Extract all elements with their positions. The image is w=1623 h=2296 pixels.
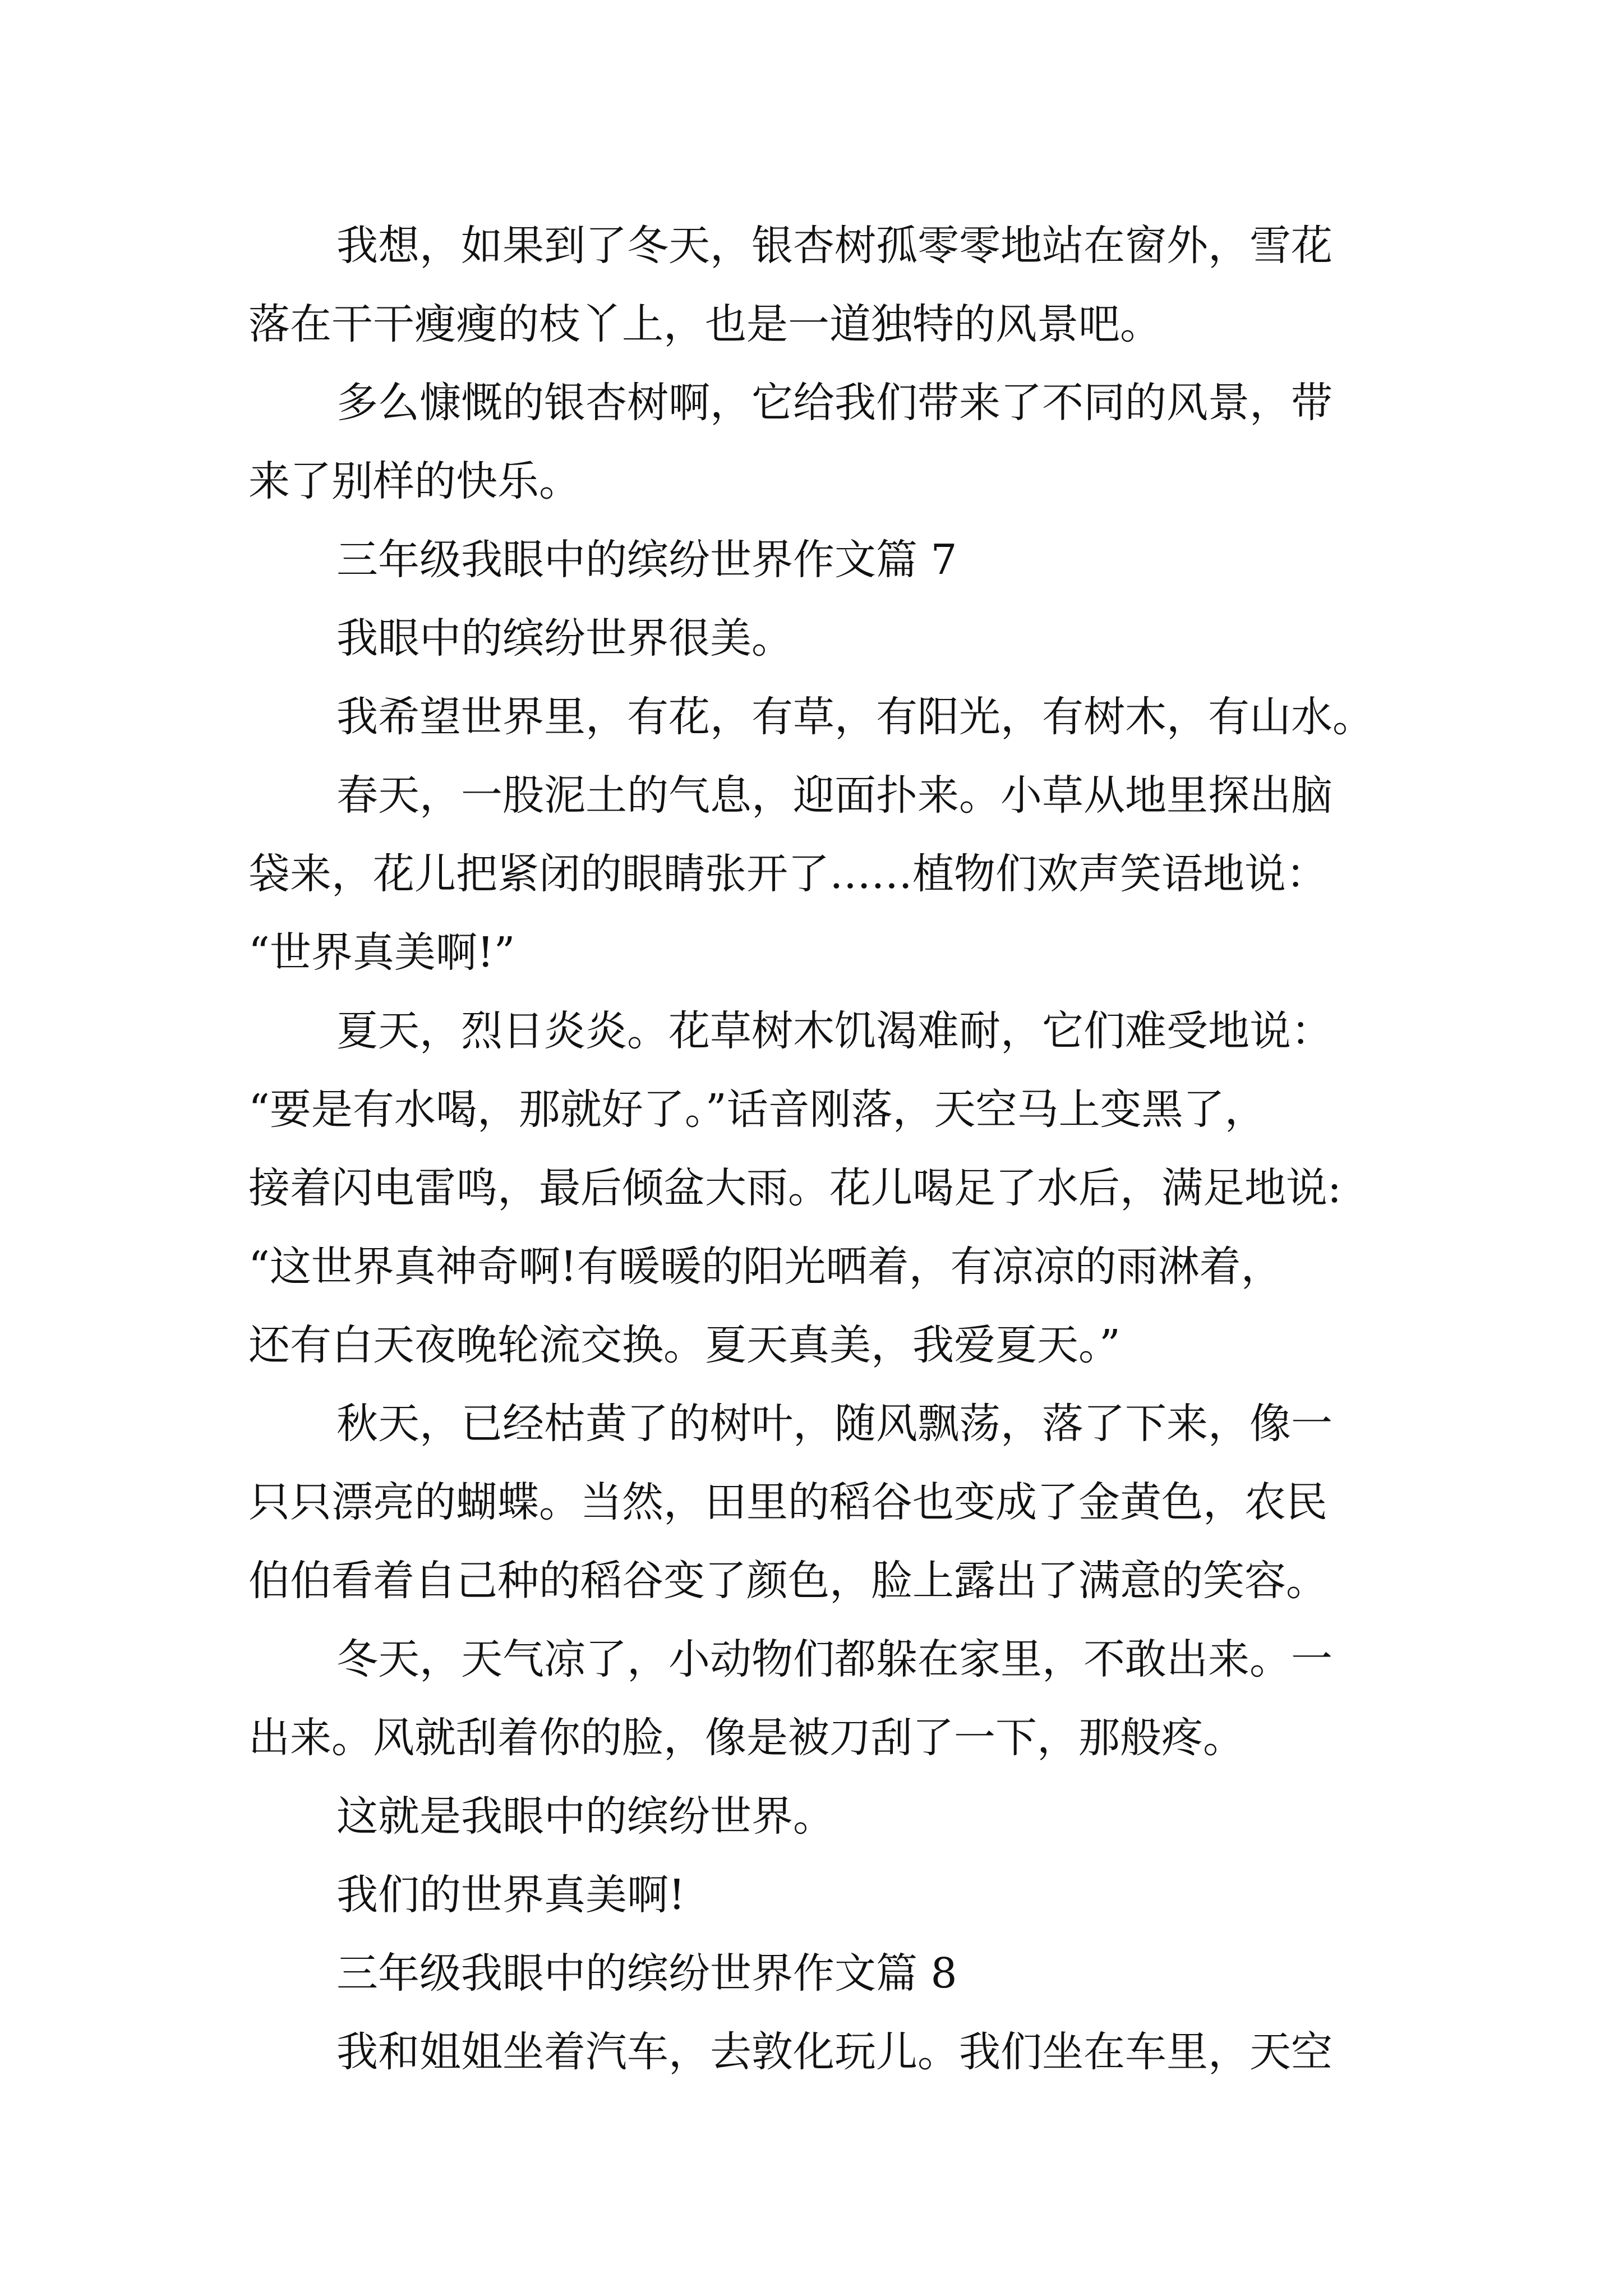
- text-line: 夏天，烈日炎炎。花草树木饥渴难耐，它们难受地说：: [336, 1007, 1332, 1055]
- text-line: 袋来，花儿把紧闭的眼睛张开了……植物们欢声笑语地说：: [248, 850, 1327, 898]
- text-line: 伯伯看着自己种的稻谷变了颜色，脸上露出了满意的笑容。: [248, 1557, 1327, 1605]
- text-line: 春天，一股泥土的气息，迎面扑来。小草从地里探出脑: [336, 771, 1332, 820]
- text-line: 秋天，已经枯黄了的树叶，随风飘荡，落了下来，像一: [336, 1400, 1332, 1448]
- text-line: 落在干干瘦瘦的枝丫上，也是一道独特的风景吧。: [248, 300, 1161, 348]
- section-heading: 三年级我眼中的缤纷世界作文篇 7: [336, 536, 957, 584]
- text-line: “这世界真神奇啊!有暖暖的阳光晒着，有凉凉的雨淋着，: [248, 1243, 1283, 1291]
- section-heading: 三年级我眼中的缤纷世界作文篇 8: [336, 1949, 957, 1998]
- text-line: 出来。风就刮着你的脸，像是被刀刮了一下，那般疼。: [248, 1714, 1244, 1762]
- text-line: 我想，如果到了冬天，银杏树孤零零地站在窗外，雪花: [336, 222, 1332, 270]
- text-line: 我们的世界真美啊!: [336, 1871, 685, 1919]
- text-line: 我希望世界里，有花，有草，有阳光，有树木，有山水。: [336, 693, 1374, 741]
- text-line: 接着闪电雷鸣，最后倾盆大雨。花儿喝足了水后，满足地说:: [248, 1164, 1341, 1212]
- text-line: 来了别样的快乐。: [248, 457, 580, 505]
- text-line: 多么慷慨的银杏树啊，它给我们带来了不同的风景，带: [336, 379, 1332, 427]
- text-line: 还有白天夜晚轮流交换。夏天真美，我爱夏天。”: [248, 1321, 1121, 1369]
- text-line: 只只漂亮的蝴蝶。当然，田里的稻谷也变成了金黄色，农民: [248, 1478, 1327, 1526]
- text-line: 这就是我眼中的缤纷世界。: [336, 1792, 834, 1841]
- text-line: 冬天，天气凉了，小动物们都躲在家里，不敢出来。一: [336, 1635, 1332, 1683]
- text-line: 我和姐姐坐着汽车，去敦化玩儿。我们坐在车里，天空: [336, 2028, 1332, 2076]
- text-line: “要是有水喝，那就好了。”话音刚落，天空马上变黑了，: [248, 1085, 1266, 1134]
- text-line: 我眼中的缤纷世界很美。: [336, 614, 793, 662]
- text-line: “世界真美啊!”: [248, 928, 515, 977]
